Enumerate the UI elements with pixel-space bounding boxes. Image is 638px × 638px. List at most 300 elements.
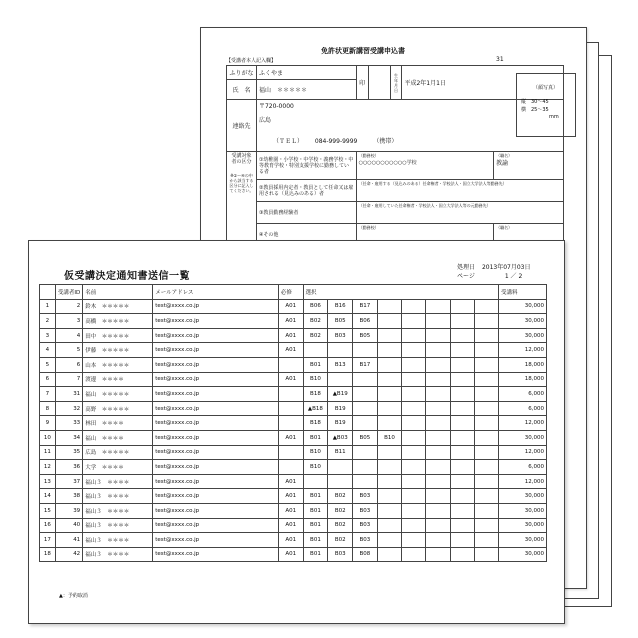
- selected-course: B03: [353, 489, 378, 504]
- fee-amount: 30,000: [498, 299, 546, 314]
- cat3-note: （任命・雇用していた任命権者・学校法人・国立大学法人等の元勤務先）: [356, 202, 563, 224]
- student-id: 38: [55, 489, 82, 504]
- selected-course: B02: [328, 503, 353, 518]
- row-number: 3: [40, 328, 56, 343]
- selected-course: [450, 299, 474, 314]
- selected-course: B11: [328, 445, 353, 460]
- seal-label: 印: [356, 66, 368, 100]
- selected-course: [303, 343, 328, 358]
- selected-course: [474, 445, 498, 460]
- fee-amount: 30,000: [498, 314, 546, 329]
- selected-course: [450, 547, 474, 562]
- page-title: 仮受講決定通知書送信一覧: [64, 271, 190, 282]
- row-number: 6: [40, 372, 56, 387]
- table-row: [40, 357, 547, 372]
- email-address: test@xxxx.co.jp: [153, 503, 279, 518]
- tel-label: （ＴＥＬ）: [272, 138, 303, 145]
- selected-course: B01: [303, 518, 328, 533]
- notice-list-page: [28, 240, 565, 624]
- cat1-school-value: ○○○○○○○○○○○学校: [358, 160, 417, 166]
- student-id: 41: [55, 533, 82, 548]
- furigana-value: ふくやま: [256, 66, 356, 80]
- selected-course: [426, 430, 450, 445]
- fee-amount: 12,000: [498, 343, 546, 358]
- selected-course: [450, 489, 474, 504]
- student-id: 37: [55, 474, 82, 489]
- fee-amount: 6,000: [498, 387, 546, 402]
- photo-unit: mm: [549, 114, 559, 120]
- selected-course: [353, 401, 378, 416]
- header-fee: 受講料: [498, 285, 546, 300]
- row-number: 12: [40, 460, 56, 475]
- table-row: [40, 328, 547, 343]
- row-number: 18: [40, 547, 56, 562]
- selected-course: [426, 533, 450, 548]
- student-name: 渡邊 ＊＊＊＊: [83, 372, 153, 387]
- email-address: test@xxxx.co.jp: [153, 445, 279, 460]
- fee-amount: 30,000: [498, 430, 546, 445]
- selected-course: [450, 518, 474, 533]
- required-course: [278, 387, 303, 402]
- selected-course: ▲B19: [328, 387, 353, 402]
- selected-course: [474, 474, 498, 489]
- name-value: 福山 ＊＊＊＊＊: [256, 80, 356, 100]
- selected-course: [426, 460, 450, 475]
- photo-height: 縦 30～45: [521, 99, 549, 105]
- header-select: 選択: [303, 285, 498, 300]
- email-address: test@xxxx.co.jp: [153, 372, 279, 387]
- selected-course: B18: [303, 416, 328, 431]
- selected-course: [426, 445, 450, 460]
- table-row: [40, 343, 547, 358]
- email-address: test@xxxx.co.jp: [153, 430, 279, 445]
- photo-box: [516, 73, 576, 137]
- selected-course: [474, 460, 498, 475]
- required-course: A01: [278, 328, 303, 343]
- selected-course: [474, 328, 498, 343]
- email-address: test@xxxx.co.jp: [153, 489, 279, 504]
- date-value: 2013年07月03日: [481, 264, 531, 271]
- selected-course: [474, 372, 498, 387]
- email-address: test@xxxx.co.jp: [153, 547, 279, 562]
- selected-course: [450, 533, 474, 548]
- selected-course: [402, 401, 426, 416]
- email-address: test@xxxx.co.jp: [153, 314, 279, 329]
- selected-course: B05: [353, 430, 378, 445]
- required-course: A01: [278, 533, 303, 548]
- selected-course: [402, 299, 426, 314]
- selected-course: [353, 343, 378, 358]
- table-row: [40, 372, 547, 387]
- student-name: 福山 ＊＊＊＊: [83, 430, 153, 445]
- row-number: 9: [40, 416, 56, 431]
- row-number: 4: [40, 343, 56, 358]
- student-name: 山本 ＊＊＊＊＊: [83, 357, 153, 372]
- selected-course: [474, 357, 498, 372]
- table-row: [40, 445, 547, 460]
- cat1-job-value: 教諭: [496, 160, 509, 167]
- required-course: A01: [278, 474, 303, 489]
- selected-course: [353, 387, 378, 402]
- selected-course: B17: [353, 357, 378, 372]
- cat4-school-label: （勤務校）: [356, 224, 494, 246]
- student-name: 福山 ＊＊＊＊＊: [83, 387, 153, 402]
- selected-course: B10: [377, 430, 402, 445]
- photo-width: 横 25～35: [521, 107, 549, 113]
- tel-value: 084-999-9999: [314, 138, 358, 145]
- selected-course: [377, 328, 402, 343]
- header-name: 名前: [83, 285, 153, 300]
- table-row: [40, 518, 547, 533]
- student-id: 5: [55, 343, 82, 358]
- selected-course: B10: [303, 445, 328, 460]
- student-name: 高橋 ＊＊＊＊＊: [83, 314, 153, 329]
- selected-course: [474, 547, 498, 562]
- selected-course: [474, 518, 498, 533]
- selected-course: [353, 445, 378, 460]
- header-mail: メールアドレス: [153, 285, 279, 300]
- selected-course: [328, 343, 353, 358]
- selected-course: [474, 533, 498, 548]
- student-id: 35: [55, 445, 82, 460]
- selected-course: B01: [303, 503, 328, 518]
- page-value: 1 ／ 2: [504, 273, 523, 280]
- selected-course: [353, 372, 378, 387]
- table-row: [40, 401, 547, 416]
- selected-course: B02: [328, 518, 353, 533]
- selected-course: B10: [303, 372, 328, 387]
- table-row: [40, 503, 547, 518]
- selected-course: [377, 416, 402, 431]
- email-address: test@xxxx.co.jp: [153, 299, 279, 314]
- table-row: [40, 474, 547, 489]
- email-address: test@xxxx.co.jp: [153, 460, 279, 475]
- required-course: A01: [278, 372, 303, 387]
- selected-course: [353, 416, 378, 431]
- selected-course: B05: [328, 314, 353, 329]
- row-number: 1: [40, 299, 56, 314]
- selected-course: [303, 474, 328, 489]
- selected-course: B13: [328, 357, 353, 372]
- selected-course: B05: [353, 328, 378, 343]
- student-id: 2: [55, 299, 82, 314]
- required-course: [278, 416, 303, 431]
- birth-label: 生年月日: [390, 66, 402, 100]
- selected-course: [402, 372, 426, 387]
- selected-course: [377, 299, 402, 314]
- selected-course: B03: [328, 547, 353, 562]
- selected-course: [450, 460, 474, 475]
- required-course: [278, 401, 303, 416]
- selected-course: [353, 460, 378, 475]
- selected-course: B03: [328, 328, 353, 343]
- row-number: 17: [40, 533, 56, 548]
- selected-course: B02: [328, 533, 353, 548]
- selected-course: [426, 503, 450, 518]
- row-number: 10: [40, 430, 56, 445]
- header-no: [40, 285, 56, 300]
- selected-course: [426, 474, 450, 489]
- page-label: ページ: [457, 273, 475, 280]
- selected-course: B01: [303, 430, 328, 445]
- selected-course: B10: [303, 460, 328, 475]
- category-3: ③教員勤務経験者: [256, 202, 356, 224]
- selected-course: [328, 372, 353, 387]
- required-course: A01: [278, 547, 303, 562]
- student-id: 4: [55, 328, 82, 343]
- selected-course: [377, 387, 402, 402]
- selected-course: [474, 401, 498, 416]
- selected-course: [377, 503, 402, 518]
- selected-course: [450, 343, 474, 358]
- student-id: 33: [55, 416, 82, 431]
- selected-course: [474, 299, 498, 314]
- selected-course: [474, 416, 498, 431]
- selected-course: B03: [353, 518, 378, 533]
- selected-course: [377, 547, 402, 562]
- selected-course: [402, 518, 426, 533]
- fee-amount: 30,000: [498, 489, 546, 504]
- selected-course: [426, 416, 450, 431]
- selected-course: B02: [328, 489, 353, 504]
- table-row: [40, 533, 547, 548]
- required-course: A01: [278, 489, 303, 504]
- name-label: 氏 名: [227, 80, 257, 100]
- fee-amount: 18,000: [498, 357, 546, 372]
- selected-course: [377, 372, 402, 387]
- row-number: 5: [40, 357, 56, 372]
- selected-course: [402, 445, 426, 460]
- selected-course: [450, 445, 474, 460]
- form-title: 免許状更新講習受講申込書: [321, 47, 405, 55]
- selected-course: B08: [353, 547, 378, 562]
- email-address: test@xxxx.co.jp: [153, 401, 279, 416]
- student-name: 大学 ＊＊＊＊: [83, 460, 153, 475]
- legend-note: ▲：予約取消: [59, 593, 88, 599]
- student-name: 伊藤 ＊＊＊＊＊: [83, 343, 153, 358]
- selected-course: [450, 430, 474, 445]
- selected-course: ▲B03: [328, 430, 353, 445]
- date-label: 処理日: [457, 264, 476, 271]
- student-id: 40: [55, 518, 82, 533]
- selected-course: B19: [328, 416, 353, 431]
- section-label: 【受講者本人記入欄】: [226, 58, 277, 64]
- table-row: [40, 416, 547, 431]
- email-address: test@xxxx.co.jp: [153, 518, 279, 533]
- selected-course: [353, 474, 378, 489]
- selected-course: [474, 343, 498, 358]
- selected-course: [450, 328, 474, 343]
- table-row: [40, 430, 547, 445]
- selected-course: [426, 518, 450, 533]
- selected-course: [402, 314, 426, 329]
- fee-amount: 30,000: [498, 533, 546, 548]
- selected-course: B17: [353, 299, 378, 314]
- selected-course: B01: [303, 533, 328, 548]
- selected-course: [402, 416, 426, 431]
- selected-course: [402, 430, 426, 445]
- student-name: 福山３ ＊＊＊＊: [83, 489, 153, 504]
- selected-course: [426, 401, 450, 416]
- fee-amount: 30,000: [498, 547, 546, 562]
- student-id: 6: [55, 357, 82, 372]
- student-id: 3: [55, 314, 82, 329]
- selected-course: [450, 416, 474, 431]
- selected-course: [377, 357, 402, 372]
- cat1-job-label: （職名）: [496, 153, 513, 158]
- student-id: 32: [55, 401, 82, 416]
- selected-course: B03: [353, 533, 378, 548]
- email-address: test@xxxx.co.jp: [153, 474, 279, 489]
- fee-amount: 30,000: [498, 328, 546, 343]
- selected-course: [426, 372, 450, 387]
- student-name: 福山３ ＊＊＊＊: [83, 533, 153, 548]
- application-form-table: [226, 65, 564, 246]
- selected-course: [402, 357, 426, 372]
- student-id: 31: [55, 387, 82, 402]
- required-course: A01: [278, 343, 303, 358]
- row-number: 15: [40, 503, 56, 518]
- student-id: 7: [55, 372, 82, 387]
- selected-course: [450, 503, 474, 518]
- required-course: [278, 445, 303, 460]
- row-number: 13: [40, 474, 56, 489]
- selected-course: [450, 314, 474, 329]
- selected-course: [426, 328, 450, 343]
- selected-course: [426, 357, 450, 372]
- student-id: 34: [55, 430, 82, 445]
- selected-course: [377, 533, 402, 548]
- selected-course: B06: [353, 314, 378, 329]
- email-address: test@xxxx.co.jp: [153, 533, 279, 548]
- student-name: 田中 ＊＊＊＊＊: [83, 328, 153, 343]
- row-number: 7: [40, 387, 56, 402]
- student-id: 42: [55, 547, 82, 562]
- selected-course: [450, 372, 474, 387]
- selected-course: [450, 387, 474, 402]
- selected-course: [426, 343, 450, 358]
- selected-course: [402, 474, 426, 489]
- postal-code: 〒720-0000: [258, 103, 294, 110]
- selected-course: [377, 518, 402, 533]
- table-row: [40, 387, 547, 402]
- selected-course: [377, 489, 402, 504]
- student-name: 林田 ＊＊＊＊: [83, 416, 153, 431]
- selected-course: [450, 357, 474, 372]
- row-number: 8: [40, 401, 56, 416]
- selected-course: [377, 460, 402, 475]
- selected-course: [450, 474, 474, 489]
- student-id: 36: [55, 460, 82, 475]
- table-row: [40, 299, 547, 314]
- selected-course: [377, 474, 402, 489]
- address-city: 広島: [258, 117, 271, 124]
- student-name: 福山３ ＊＊＊＊: [83, 474, 153, 489]
- selected-course: B06: [303, 299, 328, 314]
- tel-type: （携帯）: [373, 138, 398, 145]
- selected-course: [377, 343, 402, 358]
- row-number: 11: [40, 445, 56, 460]
- selected-course: B19: [328, 401, 353, 416]
- selected-course: [474, 430, 498, 445]
- selected-course: [328, 460, 353, 475]
- required-course: [278, 357, 303, 372]
- selected-course: [377, 445, 402, 460]
- required-course: [278, 460, 303, 475]
- category-note: ※①～④の中から該当する区分に記入してください。: [229, 173, 254, 193]
- selected-course: [402, 460, 426, 475]
- required-course: A01: [278, 314, 303, 329]
- photo-title: （顔写真）: [533, 85, 559, 91]
- selected-course: [402, 387, 426, 402]
- fee-amount: 12,000: [498, 474, 546, 489]
- selected-course: B01: [303, 489, 328, 504]
- table-row: [40, 460, 547, 475]
- selected-course: [474, 387, 498, 402]
- header-required: 必修: [278, 285, 303, 300]
- cat1-school-label: （勤務校）: [358, 153, 379, 158]
- fee-amount: 18,000: [498, 372, 546, 387]
- selected-course: B01: [303, 547, 328, 562]
- fee-amount: 12,000: [498, 416, 546, 431]
- selected-course: [474, 314, 498, 329]
- student-name: 福山３ ＊＊＊＊: [83, 503, 153, 518]
- fee-amount: 6,000: [498, 401, 546, 416]
- selected-course: [328, 474, 353, 489]
- furigana-label: ふりがな: [227, 66, 257, 80]
- cat4-job-label: （職名）: [494, 224, 564, 246]
- student-name: 広島 ＊＊＊＊＊: [83, 445, 153, 460]
- selected-course: [426, 299, 450, 314]
- selected-course: ▲B18: [303, 401, 328, 416]
- selected-course: [426, 314, 450, 329]
- email-address: test@xxxx.co.jp: [153, 416, 279, 431]
- header-id: 受講者ID: [55, 285, 82, 300]
- row-number: 16: [40, 518, 56, 533]
- selected-course: B18: [303, 387, 328, 402]
- selected-course: B01: [303, 357, 328, 372]
- selected-course: [402, 328, 426, 343]
- email-address: test@xxxx.co.jp: [153, 328, 279, 343]
- selected-course: [377, 314, 402, 329]
- required-course: A01: [278, 503, 303, 518]
- selected-course: [474, 489, 498, 504]
- email-address: test@xxxx.co.jp: [153, 387, 279, 402]
- selected-course: [377, 401, 402, 416]
- selected-course: B03: [353, 503, 378, 518]
- row-number: 2: [40, 314, 56, 329]
- student-id: 39: [55, 503, 82, 518]
- form-number: 31: [496, 56, 504, 63]
- birth-value: 平成2年1月1日: [402, 66, 564, 100]
- selected-course: B02: [303, 328, 328, 343]
- table-row: [40, 547, 547, 562]
- selected-course: [426, 489, 450, 504]
- selected-course: [426, 387, 450, 402]
- required-course: A01: [278, 299, 303, 314]
- fee-amount: 12,000: [498, 445, 546, 460]
- cat2-note: （任命・雇用する（見込みのある）任命権者・学校法人・国立大学法人等勤務先）: [356, 180, 563, 202]
- selected-course: B02: [303, 314, 328, 329]
- row-number: 14: [40, 489, 56, 504]
- category-1: ①幼稚園・小学校・中学校・義務学校・中等教育学校・特別支援学校に勤務している者: [256, 152, 356, 180]
- student-name: 高野 ＊＊＊＊＊: [83, 401, 153, 416]
- student-name: 福山３ ＊＊＊＊: [83, 518, 153, 533]
- selected-course: [402, 533, 426, 548]
- selected-course: [474, 503, 498, 518]
- selected-course: [402, 489, 426, 504]
- fee-amount: 30,000: [498, 518, 546, 533]
